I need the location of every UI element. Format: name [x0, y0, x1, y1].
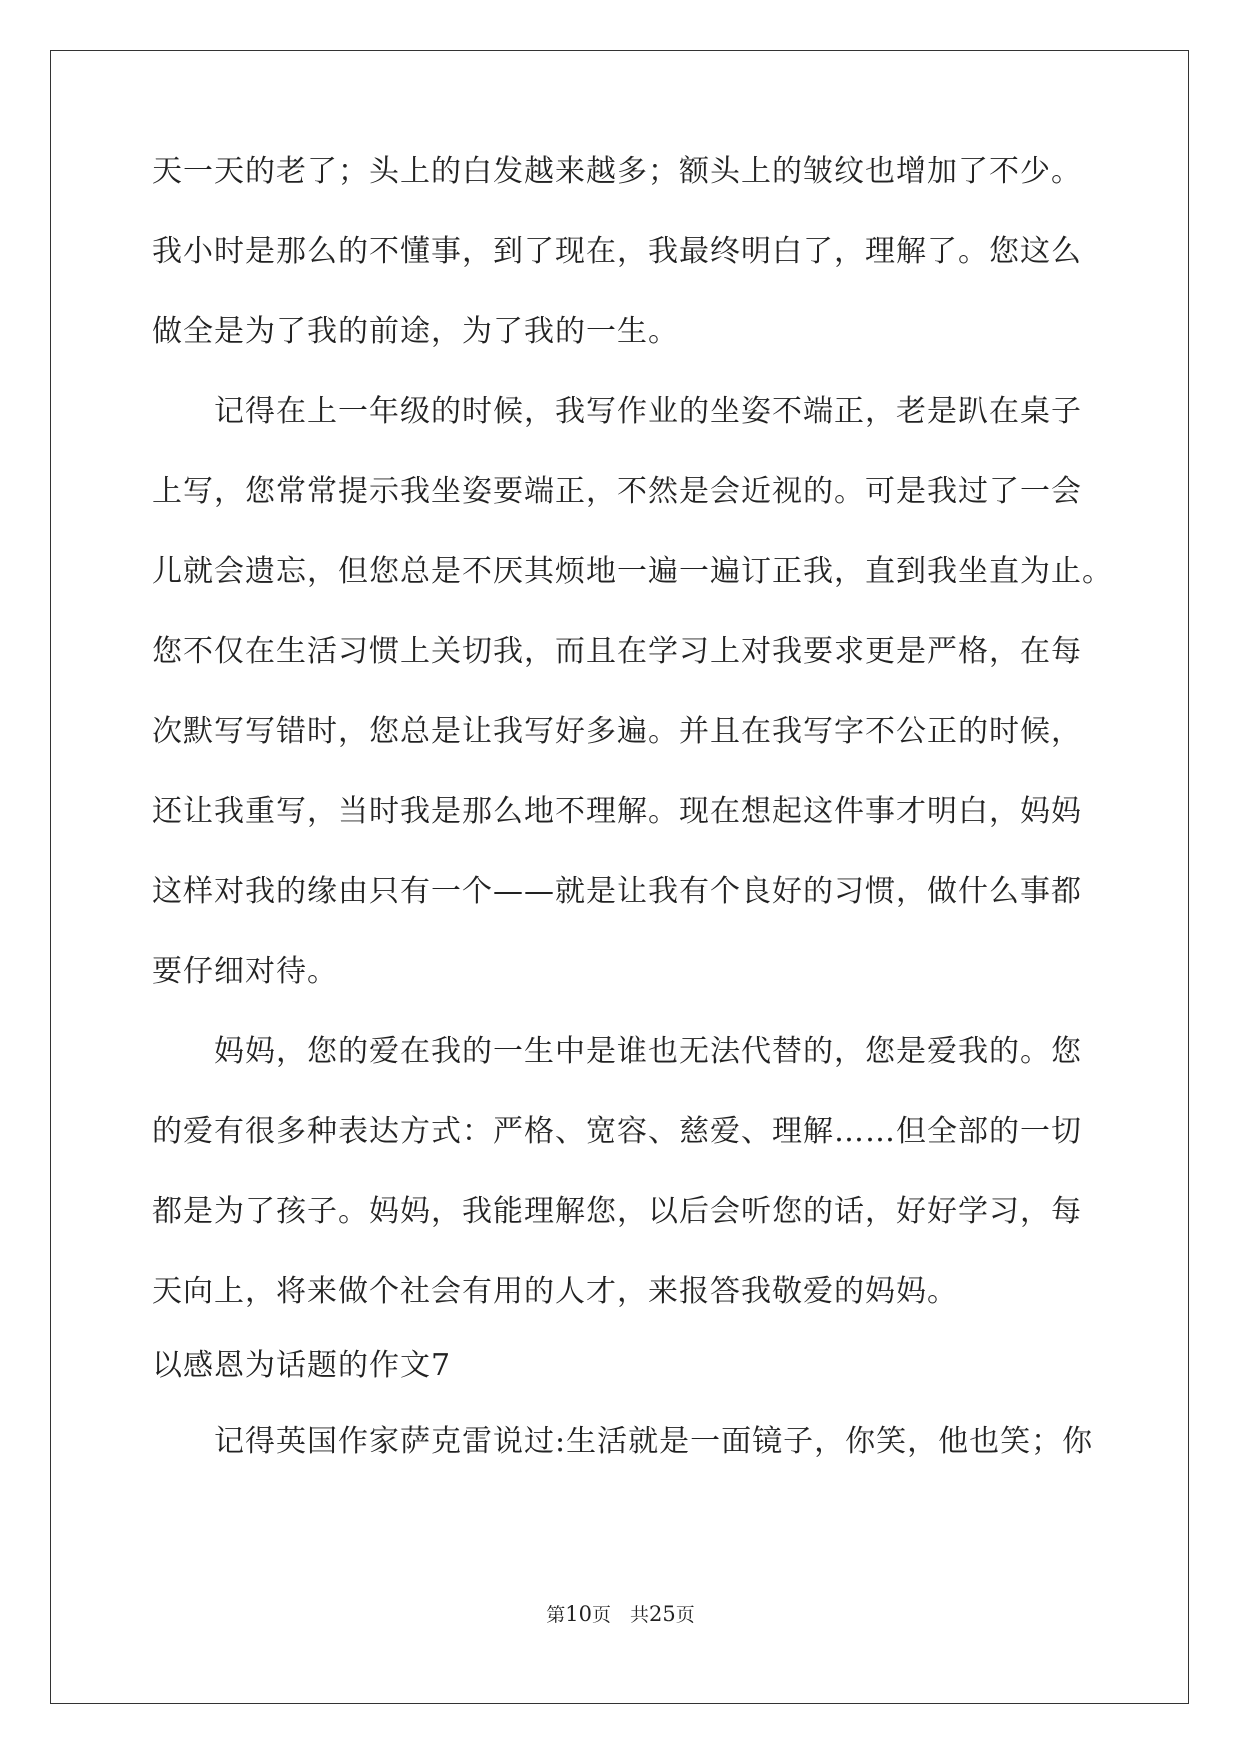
body-line: 这样对我的缘由只有一个——就是让我有个良好的习惯，做什么事都 [152, 874, 1082, 909]
paragraph-start-line: 妈妈，您的爱在我的一生中是谁也无法代替的，您是爱我的。您 [214, 1034, 1082, 1069]
body-line: 要仔细对待。 [152, 954, 338, 989]
page-prefix: 第 [546, 1604, 566, 1626]
body-line: 次默写写错时，您总是让我写好多遍。并且在我写字不公正的时候， [152, 714, 1082, 749]
page-total: 25 [649, 1602, 676, 1626]
body-line: 都是为了孩子。妈妈，我能理解您，以后会听您的话，好好学习，每 [152, 1194, 1082, 1229]
body-line: 天向上，将来做个社会有用的人才，来报答我敬爱的妈妈。 [152, 1274, 958, 1309]
body-line: 您不仅在生活习惯上关切我，而且在学习上对我要求更是严格，在每 [152, 634, 1082, 669]
paragraph-start-line: 记得在上一年级的时候，我写作业的坐姿不端正，老是趴在桌子 [214, 394, 1082, 429]
body-line: 儿就会遗忘，但您总是不厌其烦地一遍一遍订正我，直到我坐直为止。 [152, 554, 1113, 589]
page-mid: 页 共 [591, 1604, 649, 1626]
body-line: 我小时是那么的不懂事，到了现在，我最终明白了，理解了。您这么 [152, 234, 1082, 269]
paragraph-start-line: 记得英国作家萨克雷说过:生活就是一面镜子，你笑，他也笑；你 [214, 1424, 1094, 1459]
body-line: 的爱有很多种表达方式：严格、宽容、慈爱、理解……但全部的一切 [152, 1114, 1082, 1149]
body-line: 天一天的老了；头上的白发越来越多；额头上的皱纹也增加了不少。 [152, 154, 1082, 189]
body-line: 做全是为了我的前途，为了我的一生。 [152, 314, 679, 349]
page-footer [0, 1602, 1241, 1627]
body-line: 上写，您常常提示我坐姿要端正，不然是会近视的。可是我过了一会 [152, 474, 1082, 509]
page-current: 10 [565, 1602, 592, 1626]
section-heading: 以感恩为话题的作文7 [152, 1348, 452, 1383]
page-suffix: 页 [675, 1604, 695, 1626]
body-line: 还让我重写，当时我是那么地不理解。现在想起这件事才明白，妈妈 [152, 794, 1082, 829]
